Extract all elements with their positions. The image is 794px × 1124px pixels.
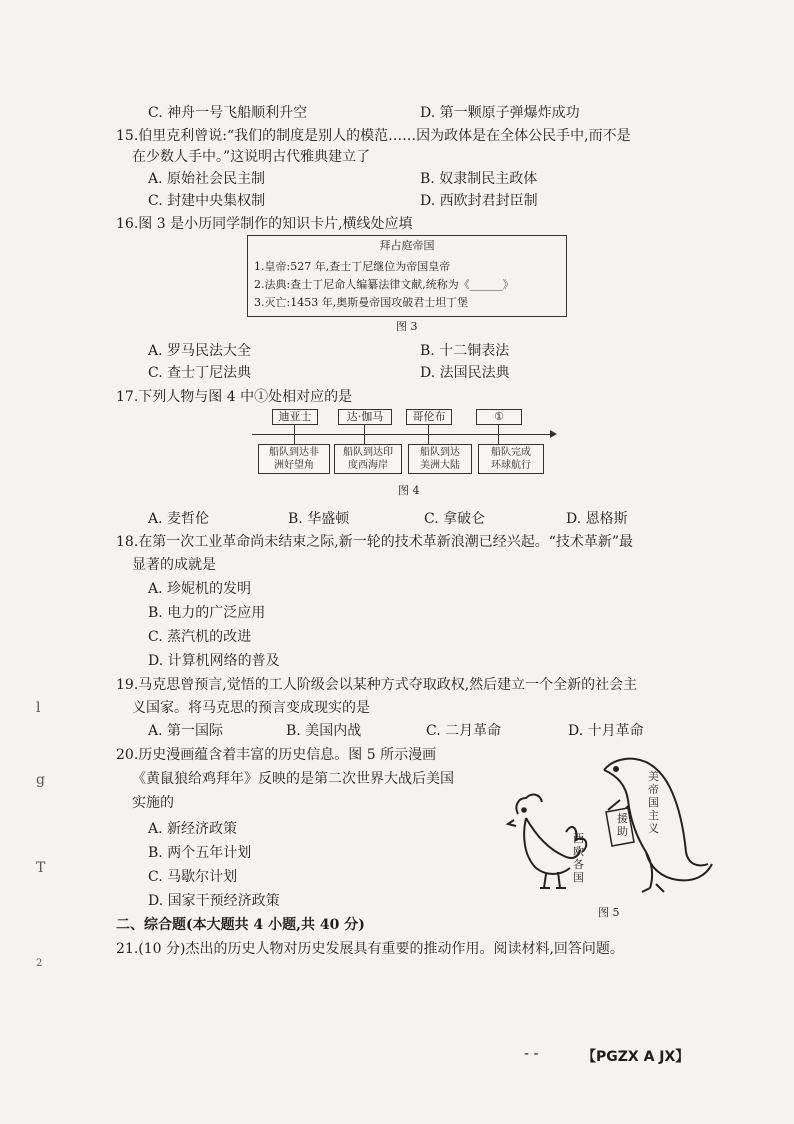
q15-stem-line2: 在少数人手中。”这说明古代雅典建立了 [132,149,371,165]
margin-mark-3: T [36,860,46,876]
q19-option-d: D. 十月革命 [568,723,644,739]
timeline-event-1-line-2: 洲好望角 [274,460,314,471]
q15-option-d: D. 西欧封君封臣制 [420,193,538,209]
q14-option-d: D. 第一颗原子弹爆炸成功 [420,105,580,121]
q16-stem: 16.图 3 是小历同学制作的知识卡片,横线处应填 [116,216,413,232]
q15-option-b: B. 奴隶制民主政体 [420,171,538,187]
timeline-event-3-line-1: 船队到达 [420,447,460,458]
timeline-link-2 [364,434,365,444]
timeline-name-1: 迪亚士 [272,409,318,425]
q17-option-b: B. 华盛顿 [288,511,350,527]
q21-stem: 21.(10 分)杰出的历史人物对历史发展具有重要的推动作用。阅读材料,回答问题。 [116,941,624,957]
q16-option-d: D. 法国民法典 [420,365,510,381]
q19-option-b: B. 美国内战 [286,723,362,739]
q16-option-b: B. 十二铜表法 [420,343,510,359]
q20-option-c: C. 马歇尔计划 [148,869,238,885]
q18-option-c: C. 蒸汽机的改进 [148,629,252,645]
q16-card-line-3: 3.灭亡:1453 年,奥斯曼帝国攻破君士坦丁堡 [254,296,469,309]
timeline-event-4-line-2: 环球航行 [491,460,531,471]
timeline-axis [252,434,552,435]
q19-stem-line2: 义国家。将马克思的预言变成现实的是 [132,700,370,716]
q17-stem: 17.下列人物与图 4 中①处相对应的是 [116,389,353,405]
q17-option-a: A. 麦哲伦 [148,511,210,527]
q14-option-c: C. 神舟一号飞船顺利升空 [148,105,308,121]
timeline-link-1 [294,434,295,444]
timeline-tick-3 [428,424,429,434]
timeline-name-4: ① [476,409,522,425]
margin-mark-4: 2 [36,958,43,969]
margin-mark-2: g [36,772,45,788]
timeline-tick-1 [294,424,295,434]
q20-stem-line2: 《黄鼠狼给鸡拜年》反映的是第二次世界大战后美国 [132,771,454,787]
section-2-heading: 二、综合题(本大题共 4 小题,共 40 分) [116,917,365,933]
timeline-tick-2 [364,424,365,434]
timeline-event-4 [478,444,544,474]
timeline-event-2-line-1: 船队到达印 [343,447,393,458]
timeline-name-3: 哥伦布 [406,409,452,425]
figure-3-caption: 图 3 [396,320,418,333]
q18-option-d: D. 计算机网络的普及 [148,653,280,669]
q15-option-a: A. 原始社会民主制 [148,171,266,187]
q15-option-c: C. 封建中央集权制 [148,193,266,209]
q20-option-d: D. 国家干预经济政策 [148,893,280,909]
q16-card-line-1: 1.皇帝:527 年,查士丁尼继位为帝国皇帝 [254,260,451,273]
timeline-event-3 [408,444,472,474]
q16-card-line-2: 2.法典:查士丁尼命人编纂法律文献,统称为《______》 [254,278,514,291]
footer-page-marker: - - [524,1046,539,1062]
q15-stem-line1: 15.伯里克利曾说:“我们的制度是别人的模范……因为政体是在全体公民手中,而不是 [116,128,631,144]
q19-stem-line1: 19.马克思曾预言,觉悟的工人阶级会以某种方式夺取政权,然后建立一个全新的社会主 [116,677,638,693]
q17-option-d: D. 恩格斯 [566,511,628,527]
label-us-imperialism: 美帝国主义 [648,770,659,835]
q19-option-a: A. 第一国际 [148,723,224,739]
q20-option-a: A. 新经济政策 [148,821,238,837]
q17-option-c: C. 拿破仑 [424,511,486,527]
q19-option-c: C. 二月革命 [426,723,502,739]
figure-5-caption: 图 5 [598,906,620,919]
q20-option-b: B. 两个五年计划 [148,845,252,861]
timeline-event-4-line-1: 船队完成 [491,447,531,458]
q16-option-a: A. 罗马民法大全 [148,343,252,359]
timeline-event-2-line-2: 度西海岸 [348,460,388,471]
q20-stem-line1: 20.历史漫画蕴含着丰富的历史信息。图 5 所示漫画 [116,747,437,763]
q16-option-c: C. 查士丁尼法典 [148,365,252,381]
label-western-europe: 西欧各国 [573,832,584,884]
q18-stem-line1: 18.在第一次工业革命尚未结束之际,新一轮的技术革新浪潮已经兴起。“技术革新”最 [116,534,634,550]
timeline-link-3 [428,434,429,444]
timeline-link-4 [498,434,499,444]
timeline-event-1 [258,444,330,474]
label-aid: 援助 [617,812,628,838]
q18-option-b: B. 电力的广泛应用 [148,605,266,621]
margin-mark-1: l [36,700,41,716]
timeline-arrow-icon [550,430,557,438]
q16-card-title: 拜占庭帝国 [379,239,435,252]
q16-knowledge-card [247,235,567,317]
timeline-event-3-line-2: 美洲大陆 [420,460,460,471]
q20-stem-line3: 实施的 [132,795,174,811]
timeline-name-2: 达·伽马 [338,409,392,425]
timeline-event-1-line-1: 船队到达非 [269,447,319,458]
q18-option-a: A. 珍妮机的发明 [148,581,252,597]
footer-exam-code: 【PGZX A JX】 [582,1049,690,1065]
cartoon-drawing [500,752,720,902]
q18-stem-line2: 显著的成就是 [132,557,216,573]
timeline-tick-4 [498,424,499,434]
figure-4-caption: 图 4 [398,484,420,497]
timeline-event-2 [334,444,402,474]
